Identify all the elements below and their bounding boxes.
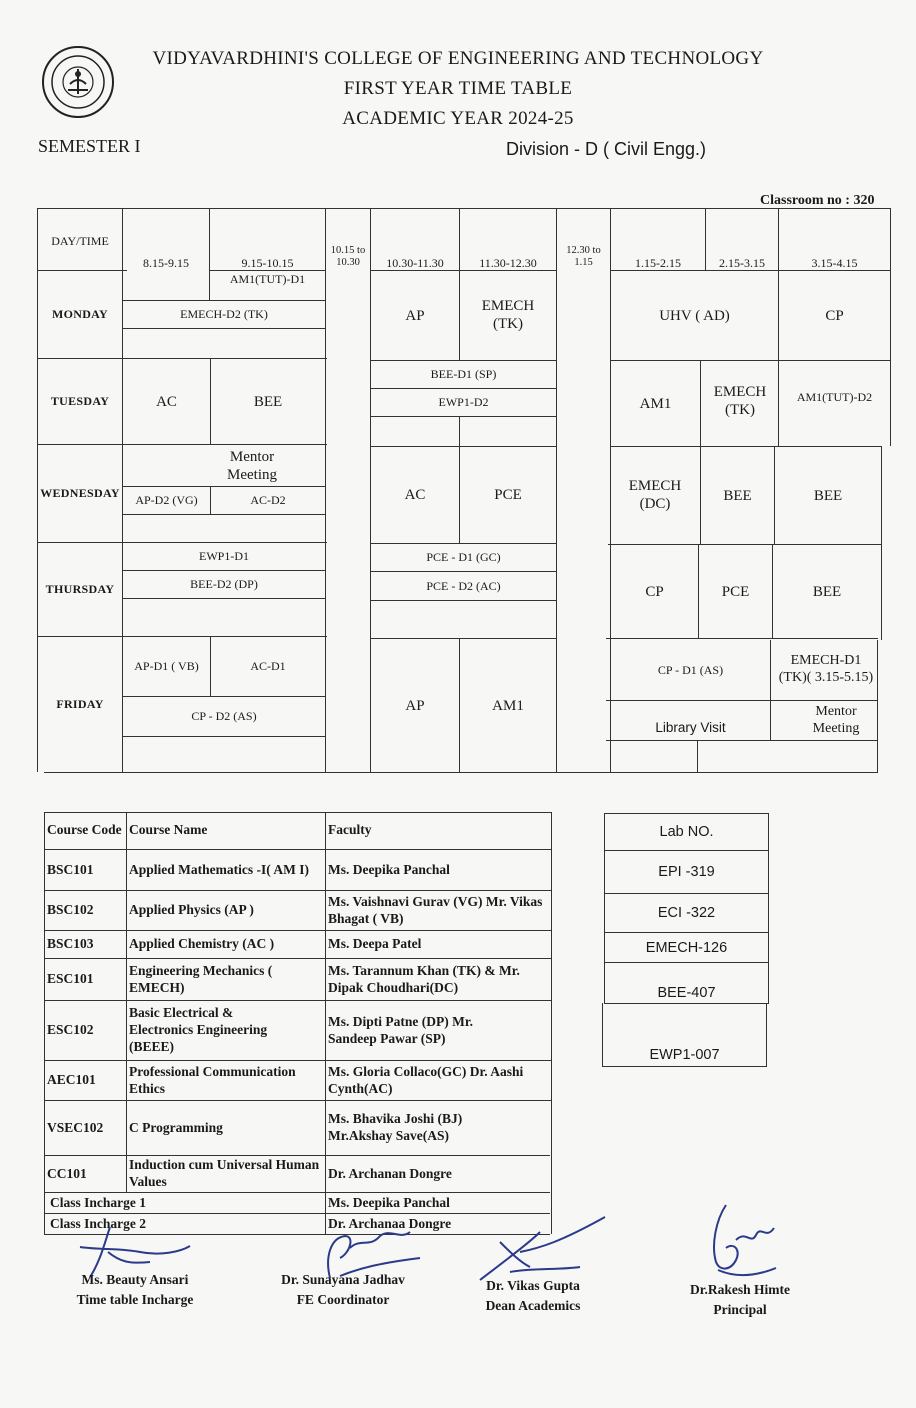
signatory-role: Principal bbox=[713, 1301, 767, 1317]
slot-header: 8.15-9.15 bbox=[143, 255, 189, 270]
lab-number: ECI -322 bbox=[657, 905, 716, 921]
course-name: Induction cum Universal Human Values bbox=[129, 1157, 320, 1189]
lab-number: EWP1-007 bbox=[649, 1047, 720, 1063]
course-name: Applied Mathematics -I( AM I) bbox=[129, 861, 309, 877]
course-code: VSEC102 bbox=[47, 1119, 104, 1135]
lab-number: EMECH-126 bbox=[645, 939, 728, 956]
monday-emech: EMECH (TK) bbox=[481, 298, 535, 332]
course-code-header: Course Code bbox=[47, 822, 122, 838]
tuesday-bee: BEE bbox=[253, 393, 283, 410]
signature-block-principal bbox=[650, 1280, 830, 1319]
signatory-role: Time table Incharge bbox=[76, 1291, 194, 1307]
monday-emech-d2: EMECH-D2 (TK) bbox=[180, 307, 268, 322]
slot-header: 2.15-3.15 bbox=[719, 255, 765, 270]
day-label-wednesday: WEDNESDAY bbox=[40, 486, 120, 501]
signatory-name: Dr. Sunayana Jadhav bbox=[281, 1272, 405, 1287]
thursday-pce-d2: PCE - D2 (AC) bbox=[426, 578, 501, 593]
friday-emech-d1: EMECH-D1 (TK)( 3.15-5.15) bbox=[778, 653, 874, 685]
class-incharge-2-name: Dr. Archanaa Dongre bbox=[328, 1215, 452, 1231]
course-faculty: Ms. Tarannum Khan (TK) & Mr. Dipak Choudhari(DC) bbox=[328, 962, 520, 995]
tuesday-ac: AC bbox=[156, 393, 177, 410]
course-faculty: Ms. Vaishnavi Gurav (VG) Mr. Vikas Bhagat ( VB) bbox=[328, 893, 543, 926]
friday-mentor-meeting: Mentor Meeting bbox=[812, 704, 860, 736]
monday-uhv: UHV ( AD) bbox=[659, 307, 730, 324]
wednesday-ac-d2: AC-D2 bbox=[250, 493, 286, 508]
signature-dr-rakesh-himte bbox=[696, 1200, 786, 1284]
thursday-cp: CP bbox=[645, 583, 664, 600]
course-name: C Programming bbox=[129, 1119, 223, 1135]
friday-am1: AM1 bbox=[492, 697, 524, 714]
signatory-name: Ms. Beauty Ansari bbox=[81, 1272, 189, 1287]
course-faculty: Ms. Deepika Panchal bbox=[328, 861, 450, 877]
document-title: FIRST YEAR TIME TABLE bbox=[343, 78, 573, 99]
signatory-name: Dr.Rakesh Himte bbox=[690, 1282, 790, 1297]
signatory-role: FE Coordinator bbox=[296, 1291, 390, 1307]
course-code: ESC102 bbox=[47, 1022, 94, 1038]
signatory-name: Dr. Vikas Gupta bbox=[486, 1278, 580, 1293]
course-name-header: Course Name bbox=[129, 822, 208, 838]
course-faculty: Ms. Bhavika Joshi (BJ) Mr.Akshay Save(AS) bbox=[328, 1111, 463, 1143]
course-name: Professional Communication Ethics bbox=[129, 1063, 296, 1096]
friday-cp-d1: CP - D1 (AS) bbox=[657, 662, 724, 677]
monday-cp: CP bbox=[825, 307, 844, 324]
course-faculty: Dr. Archanan Dongre bbox=[328, 1165, 452, 1181]
class-incharge-2-label: Class Incharge 2 bbox=[50, 1215, 147, 1231]
lab-header: Lab NO. bbox=[659, 824, 714, 840]
signatory-role: Dean Academics bbox=[485, 1297, 581, 1313]
faculty-header: Faculty bbox=[328, 822, 372, 838]
course-name: Applied Chemistry (AC ) bbox=[129, 936, 275, 952]
friday-ap-d1: AP-D1 ( VB) bbox=[134, 659, 199, 674]
college-name: VIDYAVARDHINI'S COLLEGE OF ENGINEERING AND TECHNOLOGY bbox=[152, 48, 764, 69]
course-name: Applied Physics (AP ) bbox=[129, 902, 254, 918]
classroom-label: Classroom no : 320 bbox=[760, 193, 875, 208]
course-name: Basic Electrical & Electronics Engineering (BEEE) bbox=[129, 1005, 268, 1054]
signature-dr-vikas-gupta bbox=[470, 1212, 610, 1282]
wednesday-pce: PCE bbox=[494, 487, 522, 503]
slot-header: 11.30-12.30 bbox=[479, 255, 537, 270]
wednesday-emech: EMECH (DC) bbox=[628, 478, 682, 512]
day-label-tuesday: TUESDAY bbox=[50, 394, 110, 409]
friday-ap: AP bbox=[405, 697, 425, 714]
course-faculty: Ms. Dipti Patne (DP) Mr. Sandeep Pawar (SP) bbox=[328, 1013, 473, 1046]
slot-header: 10.30-11.30 bbox=[386, 255, 444, 270]
class-incharge-1-label: Class Incharge 1 bbox=[50, 1194, 147, 1210]
slot-header: 10.15 to 10.30 bbox=[330, 244, 366, 269]
tuesday-emech: EMECH (TK) bbox=[713, 384, 767, 418]
wednesday-bee-2: BEE bbox=[813, 487, 843, 504]
slot-header: 9.15-10.15 bbox=[241, 255, 294, 270]
class-incharge-1-name: Ms. Deepika Panchal bbox=[328, 1194, 450, 1210]
lab-number: EPI -319 bbox=[658, 864, 715, 880]
academic-year: ACADEMIC YEAR 2024-25 bbox=[342, 108, 574, 129]
monday-am1-tut: AM1(TUT)-D1 bbox=[229, 271, 306, 286]
course-code: AEC101 bbox=[47, 1072, 96, 1088]
slot-header: 3.15-4.15 bbox=[811, 255, 858, 270]
thursday-pce: PCE bbox=[721, 583, 750, 600]
course-code: BSC101 bbox=[47, 861, 94, 877]
lab-number: BEE-407 bbox=[657, 985, 716, 1001]
tuesday-bee-d1: BEE-D1 (SP) bbox=[430, 367, 497, 382]
thursday-pce-d1: PCE - D1 (GC) bbox=[426, 550, 501, 565]
tuesday-am1-tut: AM1(TUT)-D2 bbox=[796, 389, 873, 404]
tuesday-am1: AM1 bbox=[639, 395, 672, 412]
slot-header: 1.15-2.15 bbox=[635, 255, 681, 270]
friday-ac-d1: AC-D1 bbox=[250, 659, 286, 674]
signature-block-timetable-incharge bbox=[50, 1270, 220, 1309]
monday-ap: AP bbox=[405, 307, 425, 324]
tuesday-ewp1-d2: EWP1-D2 bbox=[438, 395, 489, 410]
friday-cp-d2: CP - D2 (AS) bbox=[191, 709, 257, 724]
course-faculty: Ms. Deepa Patel bbox=[328, 936, 422, 952]
division-label: Division - D ( Civil Engg.) bbox=[506, 139, 707, 159]
day-label-friday: FRIDAY bbox=[56, 697, 104, 712]
day-label-thursday: THURSDAY bbox=[45, 582, 115, 597]
wednesday-ap-d2: AP-D2 (VG) bbox=[135, 493, 198, 508]
signature-block-fe-coordinator bbox=[258, 1270, 428, 1309]
course-code: BSC102 bbox=[47, 902, 94, 918]
day-time-header: DAY/TIME bbox=[51, 233, 109, 248]
thursday-ewp1-d1: EWP1-D1 bbox=[199, 549, 249, 564]
wednesday-ac: AC bbox=[404, 487, 426, 503]
wednesday-bee-1: BEE bbox=[723, 487, 752, 504]
signature-block-dean-academics bbox=[448, 1276, 618, 1315]
course-faculty: Ms. Gloria Collaco(GC) Dr. Aashi Cynth(AC) bbox=[328, 1063, 524, 1096]
course-name: Engineering Mechanics ( EMECH) bbox=[129, 962, 273, 995]
thursday-bee-d2: BEE-D2 (DP) bbox=[190, 577, 258, 592]
course-code: ESC101 bbox=[47, 971, 94, 987]
wednesday-mentor-meeting: Mentor Meeting bbox=[227, 449, 277, 483]
course-code: BSC103 bbox=[47, 936, 94, 952]
semester-label: SEMESTER I bbox=[38, 136, 141, 156]
thursday-bee: BEE bbox=[812, 583, 842, 600]
day-label-monday: MONDAY bbox=[51, 307, 109, 322]
slot-header: 12.30 to 1.15 bbox=[566, 244, 601, 269]
friday-library-visit: Library Visit bbox=[655, 719, 726, 735]
course-code: CC101 bbox=[47, 1165, 87, 1181]
